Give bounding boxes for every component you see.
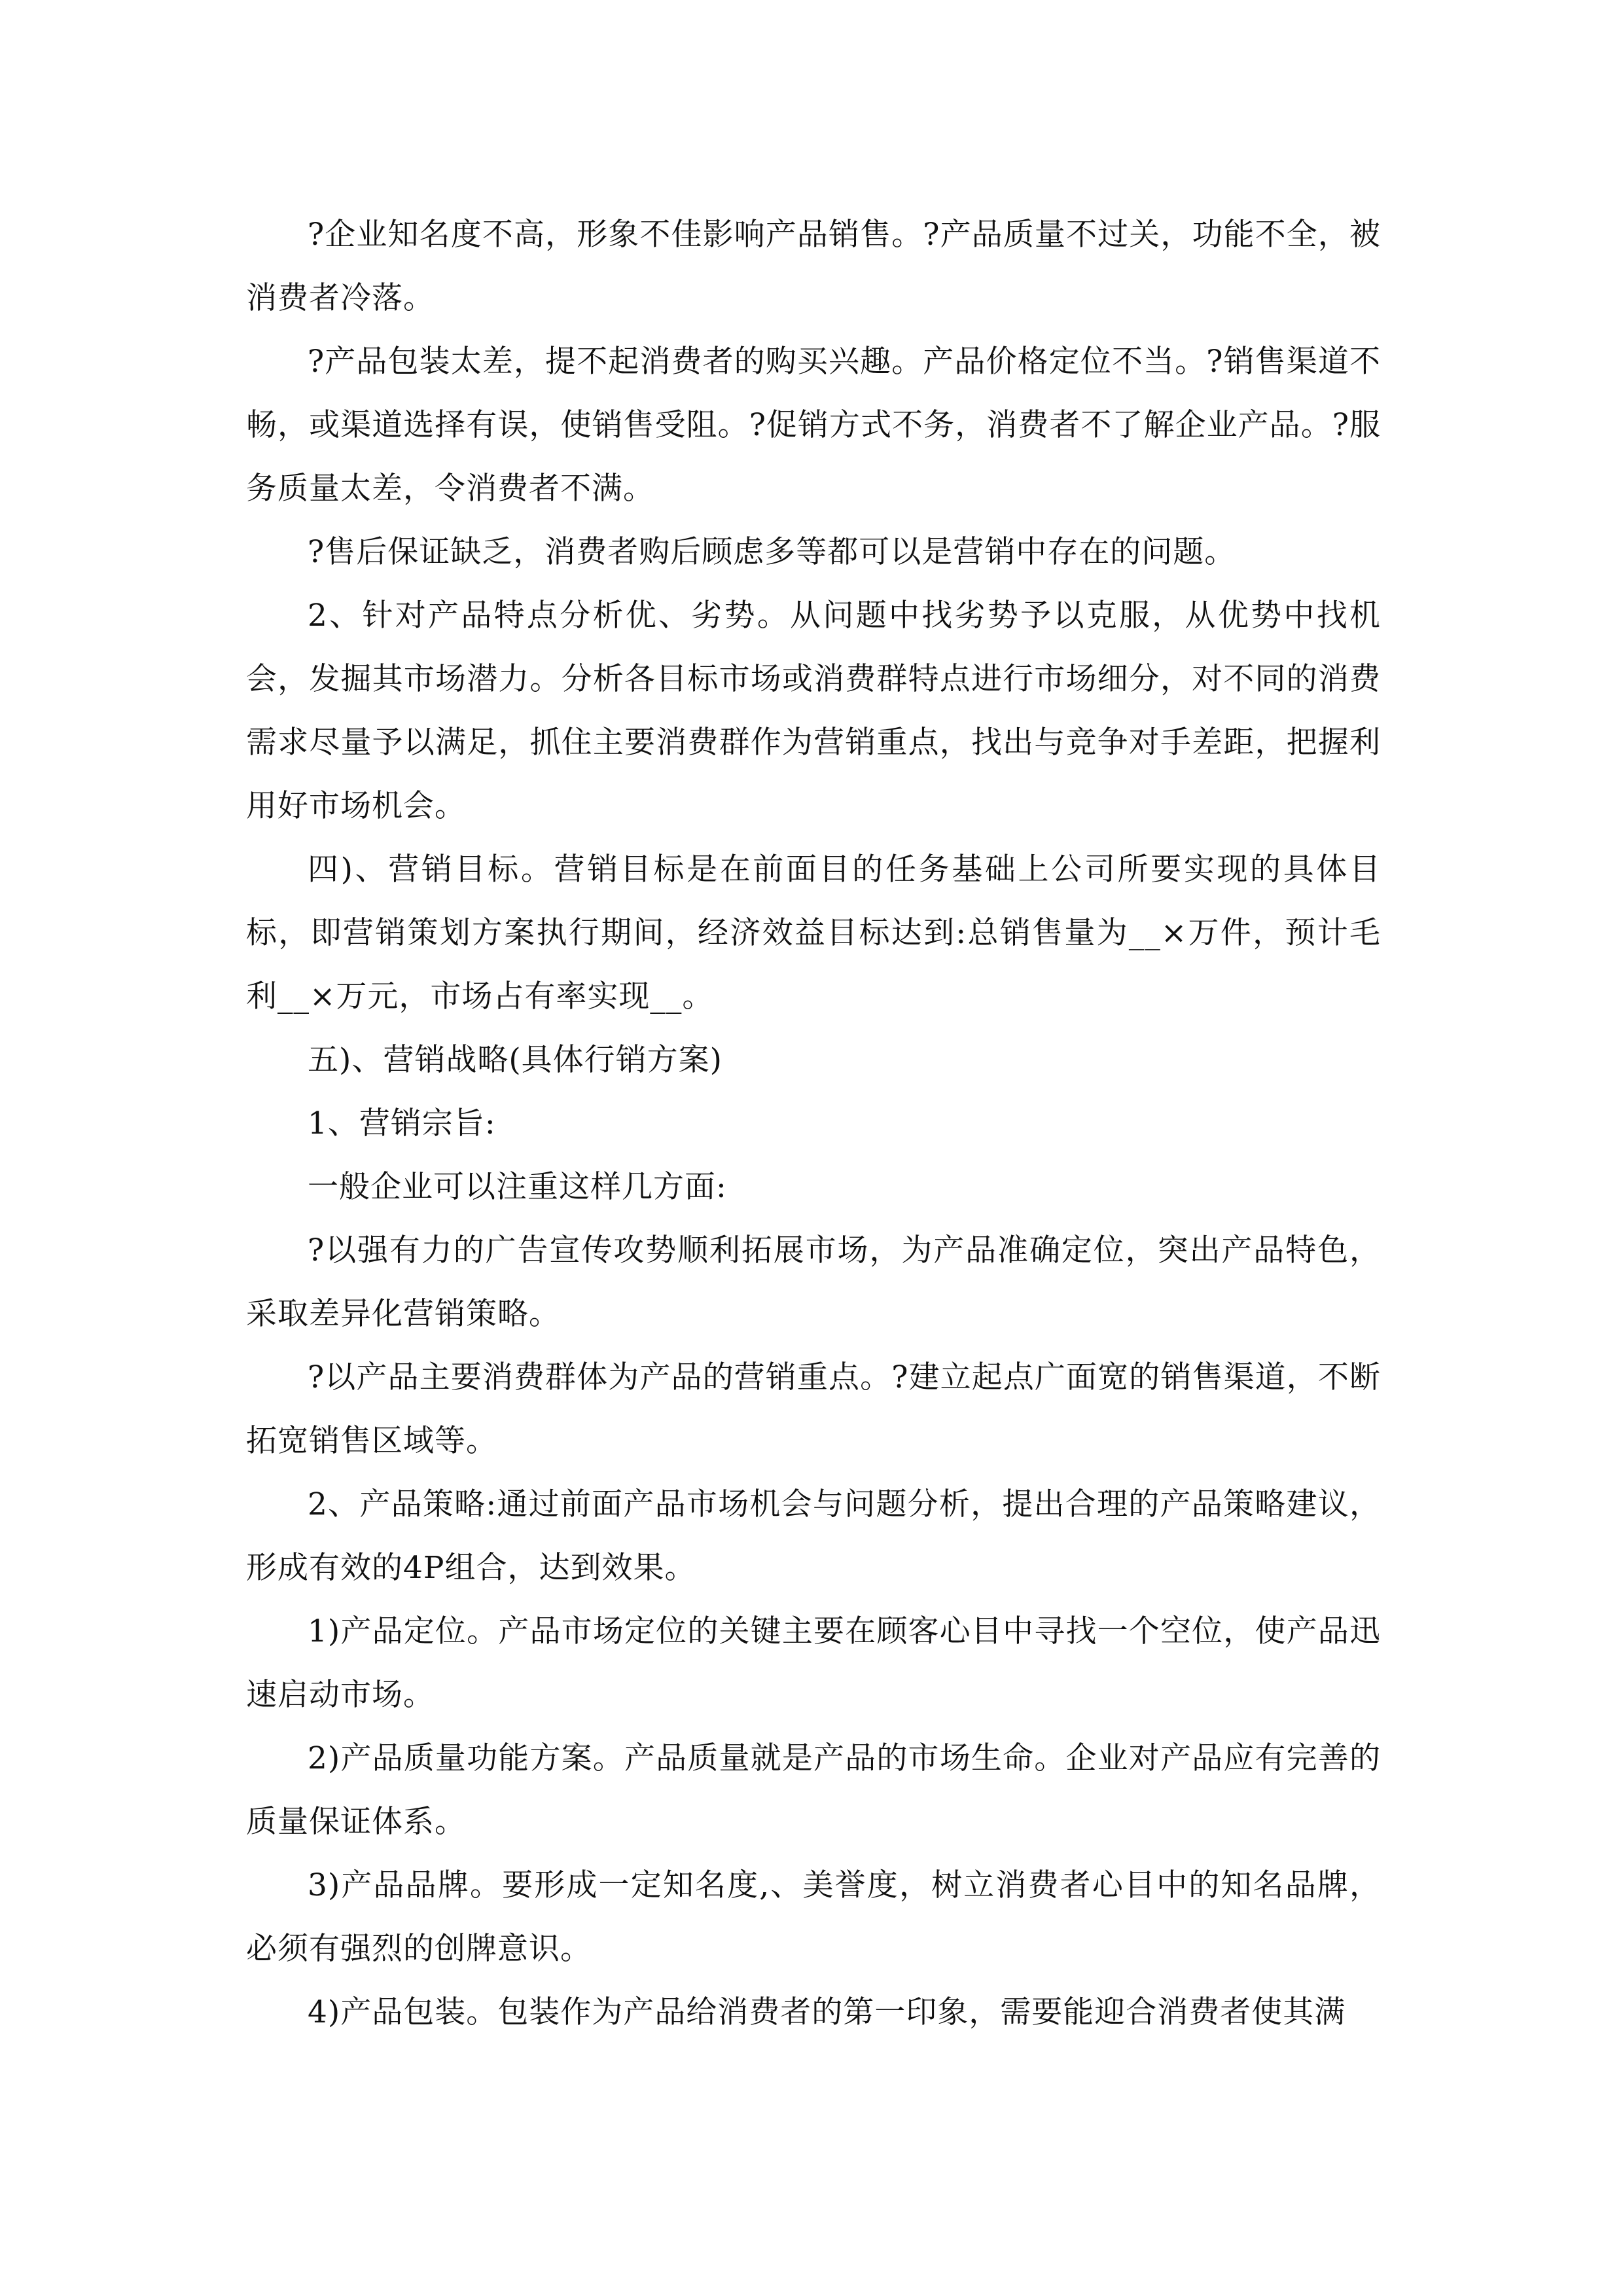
paragraph-sales-channels: ?以产品主要消费群体为产品的营销重点。?建立起点广面宽的销售渠道，不断拓宽销售区域等。 — [246, 1359, 1381, 1459]
paragraph-product-packaging: 4)产品包装。包装作为产品给消费者的第一印象，需要能迎合消费者使其满 — [308, 1994, 1346, 2030]
paragraph-advertising: ?以强有力的广告宣传攻势顺利拓展市场，为产品准确定位，突出产品特色，采取差异化营销策略。 — [246, 1232, 1381, 1332]
paragraph-swot-analysis: 2、针对产品特点分析优、劣势。从问题中找劣势予以克服，从优势中找机会，发掘其市场潜力。分析各目标市场或消费群特点进行市场细分，对不同的消费需求尽量予以满足，抓住主要消费群作为营销重点，找出与竞争对手差距，把握利用好市场机会。 — [246, 598, 1381, 824]
paragraph-product-strategy: 2、产品策略:通过前面产品市场机会与问题分析，提出合理的产品策略建议，形成有效的4P组合，达到效果。 — [246, 1486, 1381, 1586]
paragraph-product-brand: 3)产品品牌。要形成一定知名度,、美誉度，树立消费者心目中的知名品牌，必须有强烈的创牌意识。 — [246, 1867, 1381, 1967]
paragraph-product-quality: 2)产品质量功能方案。产品质量就是产品的市场生命。企业对产品应有完善的质量保证体系。 — [246, 1740, 1381, 1840]
paragraph-problems-1: ?企业知名度不高，形象不佳影响产品销售。?产品质量不过关，功能不全，被消费者冷落。 — [246, 217, 1381, 316]
heading-marketing-purpose: 1、营销宗旨: — [308, 1105, 496, 1141]
heading-marketing-strategy: 五)、营销战略(具体行销方案) — [308, 1042, 723, 1078]
paragraph-problems-3: ?售后保证缺乏，消费者购后顾虑多等都可以是营销中存在的问题。 — [308, 534, 1236, 570]
paragraph-problems-2: ?产品包装太差，提不起消费者的购买兴趣。产品价格定位不当。?销售渠道不畅，或渠道选择有误，使销售受阻。?促销方式不务，消费者不了解企业产品。?服务质量太差，令消费者不满。 — [246, 344, 1381, 507]
paragraph-general-focus: 一般企业可以注重这样几方面: — [308, 1169, 727, 1205]
paragraph-marketing-goals: 四)、营销目标。营销目标是在前面目的任务基础上公司所要实现的具体目标，即营销策划方案执行期间，经济效益目标达到:总销售量为__×万件，预计毛利__×万元，市场占有率实现__。 — [246, 852, 1381, 1014]
paragraph-product-positioning: 1)产品定位。产品市场定位的关键主要在顾客心目中寻找一个空位，使产品迅速启动市场。 — [246, 1613, 1381, 1713]
